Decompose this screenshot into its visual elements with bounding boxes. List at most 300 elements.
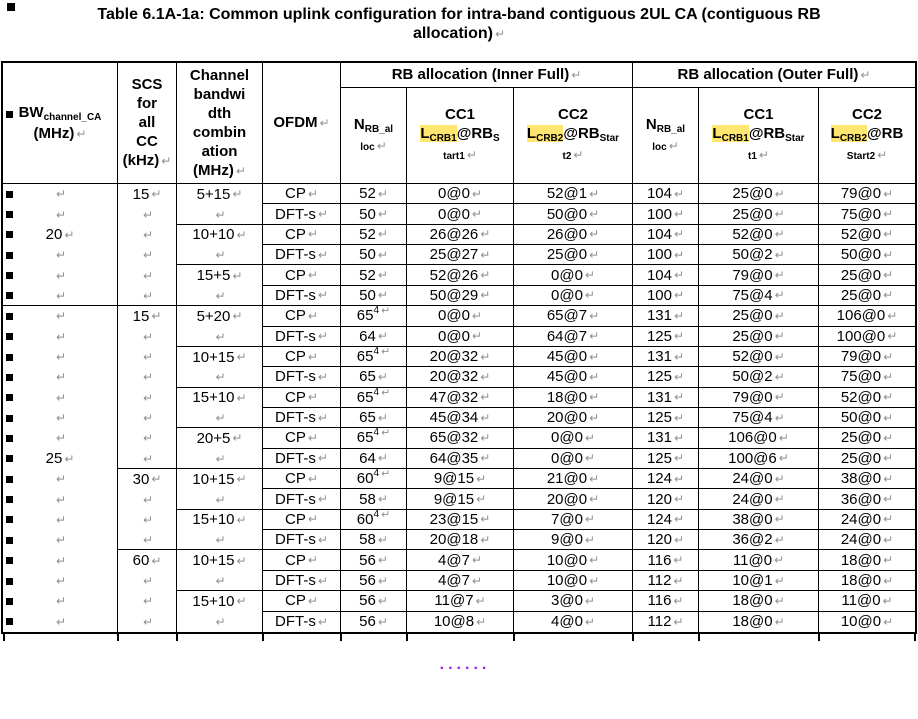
header-nrb-alloc-inner: $N_{RB\_al}$ loc ↵ bbox=[341, 88, 407, 184]
paragraph-return-icon: ↵ bbox=[55, 370, 67, 385]
paragraph-return-icon: ↵ bbox=[319, 116, 330, 130]
table-border-stub bbox=[914, 634, 916, 641]
paragraph-return-icon: ↵ bbox=[307, 430, 318, 445]
cell-line bbox=[3, 550, 117, 570]
paragraph-return-icon: ↵ bbox=[774, 329, 785, 344]
paragraph-return-icon: ↵ bbox=[480, 410, 491, 425]
paragraph-return-icon: ↵ bbox=[673, 451, 685, 466]
paragraph-return-icon: ↵ bbox=[584, 614, 595, 629]
header-channel-bandwidth-combination: Channel bandwi dth combin ation (MHz) ↵ bbox=[177, 63, 263, 184]
paragraph-return-icon: ↵ bbox=[317, 573, 328, 588]
cell-line bbox=[118, 510, 176, 530]
cell-cc1-outer: 52@0 ↵ bbox=[699, 225, 819, 245]
paragraph-return-icon: ↵ bbox=[307, 186, 318, 201]
paragraph-return-icon: ↵ bbox=[774, 349, 785, 364]
cell-line: 20 ↵ bbox=[3, 225, 117, 245]
cell-list-bullet-icon bbox=[6, 516, 13, 523]
paragraph-return-icon: ↵ bbox=[232, 431, 243, 446]
header-bw-channel-ca: $BW_{channel\_CA}$ (MHz) ↵ bbox=[3, 63, 118, 184]
paragraph-return-icon: ↵ bbox=[774, 308, 785, 323]
cell-cc1-outer: 79@0 ↵ bbox=[699, 265, 819, 285]
cell-ofdm: CP ↵ bbox=[263, 306, 341, 326]
cell-line: 5+20 ↵ bbox=[196, 307, 243, 325]
paragraph-return-icon: ↵ bbox=[883, 532, 894, 547]
cell-cc2-inner: 20@0 ↵ bbox=[514, 408, 633, 428]
paragraph-return-icon: ↵ bbox=[55, 492, 67, 507]
cell-line bbox=[3, 510, 117, 530]
paragraph-return-icon: ↵ bbox=[377, 532, 388, 547]
cell-ofdm: CP ↵ bbox=[263, 184, 341, 204]
paragraph-return-icon: ↵ bbox=[55, 411, 67, 426]
cell-n-inner: 56 ↵ bbox=[341, 612, 407, 632]
paragraph-return-icon: ↵ bbox=[317, 410, 328, 425]
cell-cc1-inner: 64@35 ↵ bbox=[407, 449, 514, 469]
paragraph-return-icon: ↵ bbox=[142, 533, 154, 548]
paragraph-return-icon: ↵ bbox=[64, 451, 75, 466]
cell-cc1-outer: 25@0 ↵ bbox=[699, 204, 819, 224]
cell-cc2-outer: 75@0 ↵ bbox=[819, 367, 915, 387]
paragraph-return-icon: ↵ bbox=[377, 268, 388, 283]
cell-ofdm: DFT-s ↵ bbox=[263, 530, 341, 550]
paragraph-return-icon: ↵ bbox=[774, 288, 785, 303]
paragraph-return-icon: ↵ bbox=[142, 370, 154, 385]
cell-line bbox=[3, 612, 117, 632]
cell-line bbox=[177, 612, 262, 632]
cell-list-bullet-icon bbox=[6, 598, 13, 605]
paragraph-return-icon: ↵ bbox=[55, 574, 67, 588]
cell-chbw-pair bbox=[177, 428, 263, 469]
cell-cc1-outer: 79@0 ↵ bbox=[699, 388, 819, 408]
cell-n-inner: 56 ↵ bbox=[341, 571, 407, 591]
cell-line bbox=[118, 591, 176, 611]
paragraph-return-icon: ↵ bbox=[480, 349, 491, 364]
cell-line: 30 ↵ bbox=[132, 470, 162, 488]
paragraph-return-icon: ↵ bbox=[774, 207, 785, 222]
paragraph-return-icon: ↵ bbox=[307, 349, 318, 364]
cell-cc2-outer: 24@0 ↵ bbox=[819, 530, 915, 550]
cell-ofdm: DFT-s ↵ bbox=[263, 286, 341, 306]
paragraph-return-icon: ↵ bbox=[317, 288, 328, 303]
paragraph-return-icon: ↵ bbox=[471, 186, 482, 201]
header-cc2-inner: CC2 $L_{CRB2}@RB_{Star}$ t2 ↵ bbox=[514, 88, 633, 184]
cell-n-inner: 52 ↵ bbox=[341, 265, 407, 285]
cell-cc1-outer: 11@0 ↵ bbox=[699, 550, 819, 570]
paragraph-return-icon: ↵ bbox=[883, 410, 894, 425]
table-title bbox=[0, 5, 918, 44]
cell-n-inner: 50 ↵ bbox=[341, 204, 407, 224]
paragraph-return-icon: ↵ bbox=[480, 430, 491, 445]
paragraph-return-icon: ↵ bbox=[774, 247, 785, 262]
paragraph-return-icon: ↵ bbox=[161, 154, 172, 168]
paragraph-return-icon: ↵ bbox=[774, 492, 785, 507]
cell-line: 15 ↵ bbox=[132, 185, 162, 203]
cell-cc1-inner: 0@0 ↵ bbox=[407, 204, 514, 224]
paragraph-return-icon: ↵ bbox=[673, 573, 684, 588]
paragraph-return-icon: ↵ bbox=[584, 268, 595, 283]
cell-line bbox=[3, 367, 117, 387]
paragraph-return-icon: ↵ bbox=[55, 187, 67, 202]
cell-n-inner: 65 4 ↵ bbox=[341, 347, 407, 367]
paragraph-return-icon: ↵ bbox=[55, 288, 67, 303]
cell-n-inner: 58 ↵ bbox=[341, 530, 407, 550]
cell-line bbox=[177, 286, 262, 306]
paragraph-return-icon: ↵ bbox=[55, 431, 67, 446]
paragraph-return-icon: ↵ bbox=[142, 594, 154, 609]
cell-line bbox=[177, 489, 262, 509]
cell-cc2-inner: 0@0 ↵ bbox=[514, 265, 633, 285]
cell-line: 15+5 ↵ bbox=[196, 267, 243, 285]
header-scs: SCS for all CC (kHz) ↵ bbox=[118, 63, 177, 184]
paragraph-return-icon: ↵ bbox=[480, 247, 491, 262]
paragraph-return-icon: ↵ bbox=[142, 207, 154, 222]
cell-list-bullet-icon bbox=[6, 374, 13, 381]
paragraph-return-icon: ↵ bbox=[317, 532, 328, 547]
config-table bbox=[1, 61, 917, 634]
paragraph-return-icon: ↵ bbox=[307, 308, 318, 323]
cell-cc1-outer: 10@1 ↵ bbox=[699, 571, 819, 591]
paragraph-return-icon: ↵ bbox=[774, 553, 785, 568]
cell-cc2-inner: 4@0 ↵ bbox=[514, 612, 633, 632]
paragraph-return-icon: ↵ bbox=[673, 288, 685, 303]
table-border-stub bbox=[698, 634, 700, 641]
paragraph-return-icon: ↵ bbox=[883, 471, 894, 486]
paragraph-return-icon: ↵ bbox=[377, 186, 388, 201]
cell-ofdm: CP ↵ bbox=[263, 347, 341, 367]
paragraph-return-icon: ↵ bbox=[589, 227, 600, 242]
cell-ofdm: CP ↵ bbox=[263, 265, 341, 285]
header-cc1-inner: CC1 $L_{CRB1}@RB_S$ tart1 ↵ bbox=[407, 88, 514, 184]
cell-cc2-inner: 65@7 ↵ bbox=[514, 306, 633, 326]
cell-ofdm: CP ↵ bbox=[263, 428, 341, 448]
cell-n-outer: 120 ↵ bbox=[633, 530, 699, 550]
cell-cc2-outer: 25@0 ↵ bbox=[819, 428, 915, 448]
cell-n-inner: 56 ↵ bbox=[341, 550, 407, 570]
cell-cc1-outer: 24@0 ↵ bbox=[699, 469, 819, 489]
cell-line: 15+10 ↵ bbox=[192, 592, 247, 610]
cell-line bbox=[118, 347, 176, 367]
cell-n-outer: 131 ↵ bbox=[633, 388, 699, 408]
cell-ofdm: DFT-s ↵ bbox=[263, 489, 341, 509]
cell-n-inner: 65 ↵ bbox=[341, 408, 407, 428]
cell-list-bullet-icon bbox=[6, 231, 13, 238]
cell-list-bullet-icon bbox=[6, 435, 13, 442]
cell-line bbox=[3, 286, 117, 306]
paragraph-return-icon: ↵ bbox=[883, 227, 894, 242]
cell-n-inner: 60 4 ↵ bbox=[341, 469, 407, 489]
cell-cc1-inner: 25@27 ↵ bbox=[407, 245, 514, 265]
paragraph-return-icon: ↵ bbox=[142, 411, 154, 426]
paragraph-return-icon: ↵ bbox=[774, 512, 785, 527]
paragraph-return-icon: ↵ bbox=[55, 268, 67, 283]
cell-list-bullet-icon bbox=[6, 394, 13, 401]
paragraph-return-icon: ↵ bbox=[377, 207, 388, 222]
paragraph-return-icon: ↵ bbox=[64, 227, 75, 242]
cell-chbw-pair bbox=[177, 388, 263, 429]
header-ofdm: OFDM ↵ bbox=[263, 63, 341, 184]
cell-cc2-inner: 21@0 ↵ bbox=[514, 469, 633, 489]
paragraph-return-icon: ↵ bbox=[381, 428, 391, 440]
cell-cc1-inner: 0@0 ↵ bbox=[407, 327, 514, 347]
paragraph-return-icon: ↵ bbox=[673, 614, 684, 629]
paragraph-return-icon: ↵ bbox=[215, 370, 226, 385]
paragraph-return-icon: ↵ bbox=[584, 532, 595, 547]
paragraph-return-icon: ↵ bbox=[673, 532, 685, 547]
paragraph-return-icon: ↵ bbox=[883, 492, 894, 507]
paragraph-return-icon: ↵ bbox=[317, 369, 328, 384]
cell-line bbox=[118, 571, 176, 591]
cell-line: 10+15 ↵ bbox=[192, 470, 247, 488]
paragraph-return-icon: ↵ bbox=[883, 349, 894, 364]
cell-list-bullet-icon bbox=[6, 292, 13, 299]
paragraph-return-icon: ↵ bbox=[883, 288, 894, 303]
cell-line bbox=[177, 530, 262, 550]
cell-cc2-inner: 20@0 ↵ bbox=[514, 489, 633, 509]
paragraph-return-icon: ↵ bbox=[55, 350, 67, 365]
paragraph-return-icon: ↵ bbox=[377, 288, 388, 303]
paragraph-return-icon: ↵ bbox=[307, 512, 318, 527]
cell-cc1-inner: 0@0 ↵ bbox=[407, 184, 514, 204]
cell-chbw-pair bbox=[177, 225, 263, 266]
cell-cc1-outer: 25@0 ↵ bbox=[699, 184, 819, 204]
cell-cc2-inner: 10@0 ↵ bbox=[514, 571, 633, 591]
paragraph-return-icon: ↵ bbox=[673, 492, 685, 507]
cell-list-bullet-icon bbox=[6, 455, 13, 462]
table-border-stub bbox=[513, 634, 515, 641]
cell-line bbox=[118, 428, 176, 448]
cell-n-inner: 65 4 ↵ bbox=[341, 388, 407, 408]
paragraph-return-icon: ↵ bbox=[480, 451, 491, 466]
cell-line bbox=[3, 591, 117, 611]
paragraph-return-icon: ↵ bbox=[589, 553, 600, 568]
paragraph-return-icon: ↵ bbox=[778, 430, 789, 445]
paragraph-return-icon: ↵ bbox=[236, 512, 247, 527]
cell-cc1-inner: 52@26 ↵ bbox=[407, 265, 514, 285]
cell-scs-group bbox=[118, 306, 177, 469]
cell-cc2-outer: 52@0 ↵ bbox=[819, 225, 915, 245]
paragraph-return-icon: ↵ bbox=[232, 187, 243, 202]
cell-n-outer: 104 ↵ bbox=[633, 265, 699, 285]
paragraph-return-icon: ↵ bbox=[673, 512, 685, 527]
cell-cc2-inner: 0@0 ↵ bbox=[514, 428, 633, 448]
cell-n-inner: 65 4 ↵ bbox=[341, 428, 407, 448]
paragraph-return-icon: ↵ bbox=[476, 614, 487, 629]
paragraph-return-icon: ↵ bbox=[471, 207, 482, 222]
paragraph-return-icon: ↵ bbox=[480, 227, 491, 242]
paragraph-return-icon: ↵ bbox=[236, 390, 247, 405]
paragraph-return-icon: ↵ bbox=[236, 594, 247, 609]
cell-line bbox=[118, 612, 176, 632]
paragraph-return-icon: ↵ bbox=[673, 247, 685, 262]
cell-n-inner: 60 4 ↵ bbox=[341, 510, 407, 530]
paragraph-return-icon: ↵ bbox=[317, 329, 328, 344]
cell-cc2-outer: 18@0 ↵ bbox=[819, 571, 915, 591]
paragraph-return-icon: ↵ bbox=[142, 227, 154, 242]
continuation-ellipsis: ...... bbox=[439, 656, 491, 673]
cell-list-bullet-icon bbox=[6, 272, 13, 279]
paragraph-return-icon: ↵ bbox=[883, 268, 894, 283]
paragraph-return-icon: ↵ bbox=[774, 593, 785, 608]
paragraph-return-icon: ↵ bbox=[774, 471, 785, 486]
paragraph-return-icon: ↵ bbox=[55, 533, 67, 548]
table-border-stub bbox=[818, 634, 820, 641]
paragraph-return-icon: ↵ bbox=[480, 268, 491, 283]
paragraph-return-icon: ↵ bbox=[589, 308, 600, 323]
cell-ofdm: CP ↵ bbox=[263, 510, 341, 530]
cell-cc1-outer: 18@0 ↵ bbox=[699, 591, 819, 611]
paragraph-return-icon: ↵ bbox=[882, 593, 893, 608]
cell-ofdm: DFT-s ↵ bbox=[263, 571, 341, 591]
cell-line bbox=[3, 530, 117, 550]
cell-line bbox=[3, 327, 117, 347]
paragraph-return-icon: ↵ bbox=[883, 186, 894, 201]
paragraph-return-icon: ↵ bbox=[377, 553, 388, 568]
paragraph-return-icon: ↵ bbox=[471, 308, 482, 323]
paragraph-return-icon: ↵ bbox=[215, 574, 226, 588]
paragraph-return-icon: ↵ bbox=[589, 247, 600, 262]
paragraph-return-icon: ↵ bbox=[883, 451, 894, 466]
paragraph-return-icon: ↵ bbox=[774, 390, 785, 405]
table-border-stub bbox=[406, 634, 408, 641]
cell-line bbox=[118, 449, 176, 469]
cell-n-outer: 104 ↵ bbox=[633, 184, 699, 204]
paragraph-return-icon: ↵ bbox=[142, 492, 154, 507]
cell-n-outer: 100 ↵ bbox=[633, 286, 699, 306]
paragraph-return-icon: ↵ bbox=[307, 553, 318, 568]
cell-ofdm: DFT-s ↵ bbox=[263, 449, 341, 469]
cell-n-outer: 124 ↵ bbox=[633, 510, 699, 530]
paragraph-return-icon: ↵ bbox=[236, 553, 247, 568]
cell-line bbox=[3, 428, 117, 448]
paragraph-return-icon: ↵ bbox=[480, 369, 491, 384]
paragraph-return-icon: ↵ bbox=[376, 138, 387, 153]
cell-cc1-inner: 65@32 ↵ bbox=[407, 428, 514, 448]
table-title-line2: allocation) ↵ bbox=[412, 25, 506, 42]
cell-cc2-inner: 64@7 ↵ bbox=[514, 327, 633, 347]
paragraph-return-icon: ↵ bbox=[142, 512, 154, 527]
cell-line: 15+10 ↵ bbox=[192, 389, 247, 407]
cell-line bbox=[177, 571, 262, 591]
paragraph-return-icon: ↵ bbox=[673, 390, 685, 405]
cell-n-outer: 112 ↵ bbox=[633, 612, 699, 632]
paragraph-return-icon: ↵ bbox=[584, 593, 595, 608]
paragraph-return-icon: ↵ bbox=[774, 227, 785, 242]
paragraph-return-icon: ↵ bbox=[151, 553, 162, 568]
cell-chbw-pair bbox=[177, 306, 263, 347]
cell-ofdm: DFT-s ↵ bbox=[263, 408, 341, 428]
cell-n-outer: 131 ↵ bbox=[633, 347, 699, 367]
paragraph-return-icon: ↵ bbox=[215, 411, 226, 426]
cell-line: 10+10 ↵ bbox=[192, 226, 247, 244]
cell-line bbox=[118, 204, 176, 224]
paragraph-return-icon: ↵ bbox=[774, 410, 785, 425]
cell-n-inner: 56 ↵ bbox=[341, 591, 407, 611]
cell-chbw-pair bbox=[177, 510, 263, 551]
paragraph-return-icon: ↵ bbox=[55, 248, 67, 263]
paragraph-return-icon: ↵ bbox=[589, 186, 600, 201]
paragraph-return-icon: ↵ bbox=[236, 472, 247, 487]
cell-chbw-pair bbox=[177, 550, 263, 591]
cell-line bbox=[177, 449, 262, 469]
paragraph-return-icon: ↵ bbox=[142, 431, 154, 446]
cell-list-bullet-icon bbox=[6, 191, 13, 198]
cell-line bbox=[177, 367, 262, 387]
cell-cc2-inner: 0@0 ↵ bbox=[514, 449, 633, 469]
paragraph-return-icon: ↵ bbox=[142, 329, 154, 344]
header-nrb-alloc-outer: $N_{RB\_al}$ loc ↵ bbox=[633, 88, 699, 184]
table-title-line1: Table 6.1A-1a: Common uplink configuration for intra-band contiguous 2UL CA (contiguous RB bbox=[97, 6, 821, 23]
cell-cc1-inner: 45@34 ↵ bbox=[407, 408, 514, 428]
cell-line: 20+5 ↵ bbox=[196, 429, 243, 447]
cell-n-outer: 125 ↵ bbox=[633, 367, 699, 387]
cell-n-outer: 100 ↵ bbox=[633, 204, 699, 224]
cell-cc2-inner: 52@1 ↵ bbox=[514, 184, 633, 204]
table-continuation-stubs bbox=[3, 634, 915, 642]
paragraph-return-icon: ↵ bbox=[307, 471, 318, 486]
paragraph-return-icon: ↵ bbox=[883, 247, 894, 262]
cell-cc2-inner: 0@0 ↵ bbox=[514, 286, 633, 306]
table-border-stub bbox=[117, 634, 119, 641]
cell-n-inner: 58 ↵ bbox=[341, 489, 407, 509]
paragraph-return-icon: ↵ bbox=[142, 574, 154, 588]
cell-n-outer: 124 ↵ bbox=[633, 469, 699, 489]
cell-n-inner: 64 ↵ bbox=[341, 449, 407, 469]
cell-line bbox=[177, 204, 262, 224]
cell-cc2-inner: 50@0 ↵ bbox=[514, 204, 633, 224]
paragraph-return-icon: ↵ bbox=[215, 451, 226, 466]
cell-line: 25 ↵ bbox=[3, 449, 117, 469]
paragraph-return-icon: ↵ bbox=[774, 268, 785, 283]
paragraph-return-icon: ↵ bbox=[307, 593, 318, 608]
cell-cc1-inner: 20@18 ↵ bbox=[407, 530, 514, 550]
cell-line bbox=[118, 489, 176, 509]
cell-n-outer: 104 ↵ bbox=[633, 225, 699, 245]
cell-line bbox=[177, 245, 262, 265]
paragraph-return-icon: ↵ bbox=[377, 247, 388, 262]
paragraph-return-icon: ↵ bbox=[673, 308, 685, 323]
paragraph-return-icon: ↵ bbox=[589, 349, 600, 364]
paragraph-return-icon: ↵ bbox=[236, 350, 247, 365]
cell-cc1-inner: 23@15 ↵ bbox=[407, 510, 514, 530]
paragraph-return-icon: ↵ bbox=[55, 207, 67, 222]
paragraph-return-icon: ↵ bbox=[778, 451, 789, 466]
cell-cc2-inner: 3@0 ↵ bbox=[514, 591, 633, 611]
cell-cc1-outer: 36@2 ↵ bbox=[699, 530, 819, 550]
paragraph-return-icon: ↵ bbox=[151, 309, 162, 324]
paragraph-return-icon: ↵ bbox=[480, 512, 491, 527]
cell-cc2-outer: 79@0 ↵ bbox=[819, 347, 915, 367]
cell-cc2-outer: 106@0 ↵ bbox=[819, 306, 915, 326]
cell-line bbox=[118, 245, 176, 265]
cell-cc1-inner: 4@7 ↵ bbox=[407, 550, 514, 570]
cell-line bbox=[3, 184, 117, 204]
paragraph-return-icon: ↵ bbox=[571, 68, 582, 82]
paragraph-return-icon: ↵ bbox=[307, 268, 318, 283]
paragraph-return-icon: ↵ bbox=[860, 68, 871, 82]
cell-n-outer: 116 ↵ bbox=[633, 550, 699, 570]
paragraph-return-icon: ↵ bbox=[317, 451, 328, 466]
cell-cc2-inner: 45@0 ↵ bbox=[514, 347, 633, 367]
cell-line: 60 ↵ bbox=[132, 552, 162, 570]
cell-n-outer: 125 ↵ bbox=[633, 408, 699, 428]
paragraph-return-icon: ↵ bbox=[236, 227, 247, 242]
cell-list-bullet-icon bbox=[6, 252, 13, 259]
paragraph-return-icon: ↵ bbox=[589, 390, 600, 405]
cell-line: 15+10 ↵ bbox=[192, 511, 247, 529]
paragraph-return-icon: ↵ bbox=[589, 573, 600, 588]
cell-ofdm: CP ↵ bbox=[263, 225, 341, 245]
paragraph-return-icon: ↵ bbox=[774, 532, 785, 547]
cell-n-outer: 100 ↵ bbox=[633, 245, 699, 265]
